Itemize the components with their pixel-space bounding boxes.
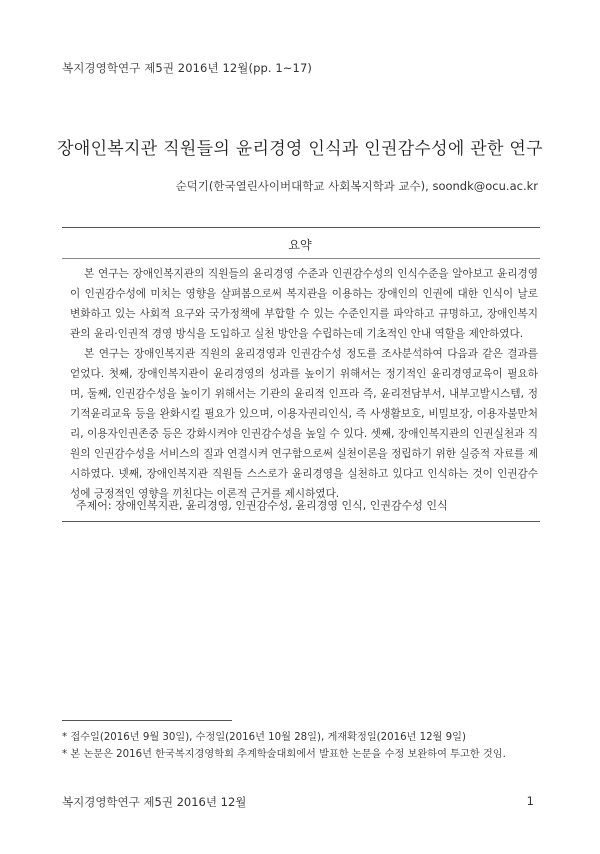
- abstract-heading-rule: [62, 258, 540, 259]
- running-header: 복지경영학연구 제5권 2016년 12월(pp. 1~17): [62, 61, 312, 75]
- footnotes: [62, 729, 542, 763]
- abstract-bottom-rule: [62, 521, 540, 522]
- abstract-heading: 요약: [288, 238, 312, 252]
- footnote-received: * 접수일(2016년 9월 30일), 수정일(2016년 10월 28일), 게재확정일(2016년 12월 9일): [62, 732, 466, 743]
- footnote-rule: [62, 720, 232, 721]
- abstract-top-rule: [62, 227, 540, 228]
- author-line: 순덕기(한국열린사이버대학교 사회복지학과 교수), soondk@ocu.ac.kr: [175, 179, 538, 193]
- keywords: 주제어: 장애인복지관, 윤리경영, 인권감수성, 윤리경영 인식, 인권감수성 인식: [76, 499, 448, 512]
- abstract-body: [70, 264, 538, 504]
- footnote-note: * 본 논문은 2016년 한국복지경영학회 추계학술대회에서 발표한 논문을 수정 보완하여 투고한 것임.: [62, 749, 506, 760]
- abstract-paragraph: 본 연구는 장애인복지관 직원의 윤리경영과 인권감수성 정도를 조사분석하여 다음과 같은 결과를 얻었다. 첫째, 장애인복지관이 윤리경영의 성과를 높이기 위해서는 정기적인 윤리경영교육이 필요하며, 둘째, 인권감수성을 높이기 위해서는 기관의 윤리적 인프라 즉, 윤리전담부서, 내부고발시스템, 정기적윤리교육 등을 완화시킬 필요가 있으며, 이용자권리인식, 즉 사생활보호, 비밀보장, 이용자불만처리, 이용자인권존중 등은 강화시켜야 인권감수성을 높일 수 있다. 셋째, 장애인복지관의 인권실천과 직원의 인권감수성을 서비스의 질과 연결시켜 연구함으로써 실천이론을 정립하기 위한 실증적 자료를 제시하였다. 넷째, 장애인복지관 직원들 스스로가 윤리경영을 실천하고 있다고 인식하는 것이 인권감수성에 긍정적인 영향을 끼친다는 이론적 근거를 제시하였다.: [70, 348, 538, 500]
- running-footer: 복지경영학연구 제5권 2016년 12월: [62, 795, 247, 809]
- page-number: 1: [526, 794, 534, 808]
- abstract-paragraph: 본 연구는 장애인복지관의 직원들의 윤리경영 수준과 인권감수성의 인식수준을 알아보고 윤리경영이 인권감수성에 미치는 영향을 살펴봄으로써 복지관을 이용하는 장애인의 인권에 대한 인식이 날로 변화하고 있는 사회적 요구와 국가정책에 부합할 수 있는 수준인지를 파악하고 규명하고, 장애인복지관의 윤리·인권적 경영 방식을 도입하고 실천 방안을 수립하는데 기초적인 안내 역할을 제안하였다.: [70, 268, 538, 340]
- paper-title: 장애인복지관 직원들의 윤리경영 인식과 인권감수성에 관한 연구: [57, 139, 543, 159]
